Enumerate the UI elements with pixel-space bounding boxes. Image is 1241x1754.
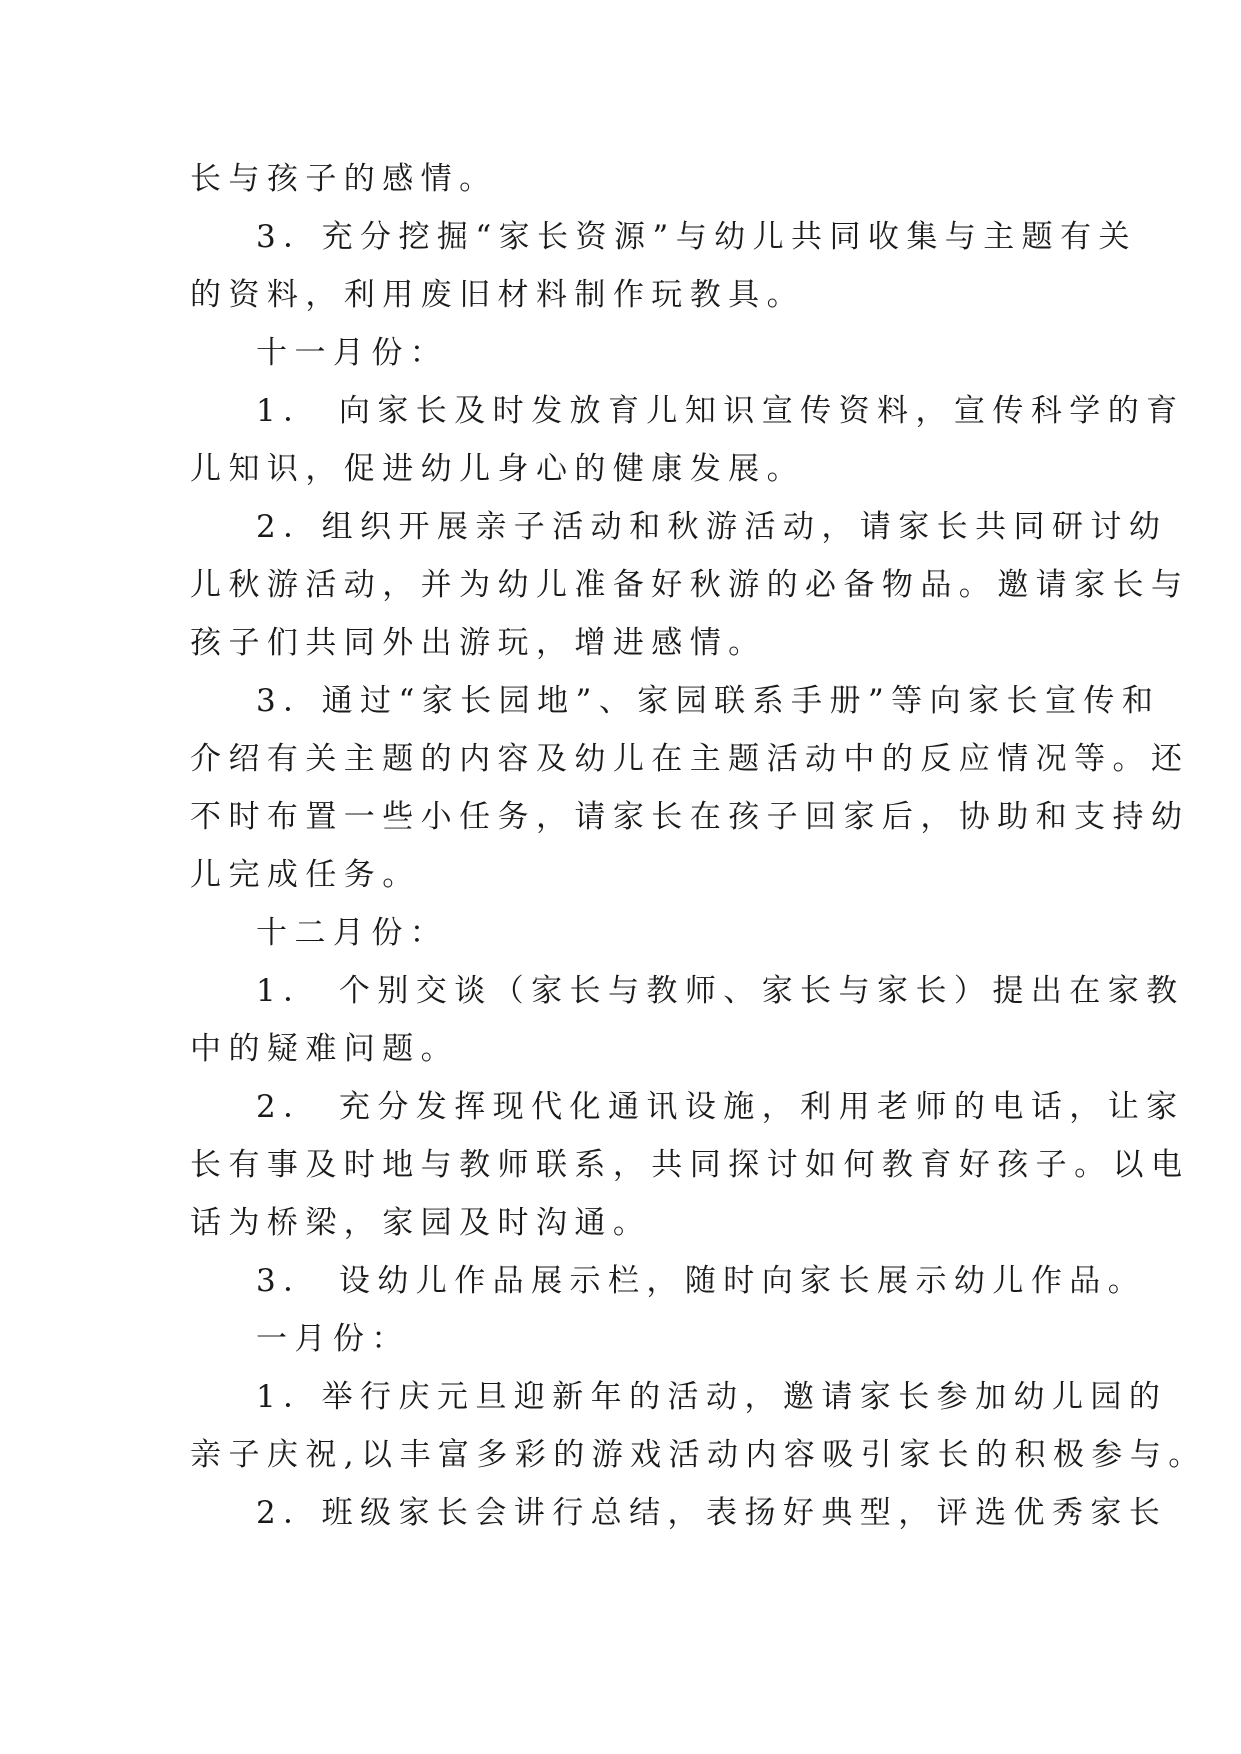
text-line: 不时布置一些小任务，请家长在孩子回家后，协助和支持幼 xyxy=(190,799,1190,835)
text-line: 中的疑难问题。 xyxy=(190,1031,460,1067)
text-line: 话为桥梁，家园及时沟通。 xyxy=(190,1205,652,1241)
text-line: 长有事及时地与教师联系，共同探讨如何教育好孩子。以电 xyxy=(190,1147,1190,1183)
text-line: 儿完成任务。 xyxy=(190,857,421,893)
text-line: 十二月份： xyxy=(256,915,449,951)
text-line: 一月份： xyxy=(256,1321,410,1357)
body-text xyxy=(190,150,1207,1542)
text-line: 十一月份： xyxy=(256,335,449,371)
text-line: 3．通过“家长园地”、家园联系手册”等向家长宣传和 xyxy=(256,683,1161,719)
text-line: 1．举行庆元旦迎新年的活动，邀请家长参加幼儿园的 xyxy=(256,1379,1168,1415)
text-line: 儿知识，促进幼儿身心的健康发展。 xyxy=(190,451,806,487)
text-line: 长与孩子的感情。 xyxy=(190,161,498,197)
text-line: 1． 向家长及时发放育儿知识宣传资料，宣传科学的育 xyxy=(256,393,1185,429)
text-line: 介绍有关主题的内容及幼儿在主题活动中的反应情况等。还 xyxy=(190,741,1190,777)
text-line: 2．组织开展亲子活动和秋游活动，请家长共同研讨幼 xyxy=(256,509,1168,545)
text-line: 1． 个别交谈（家长与教师、家长与家长）提出在家教 xyxy=(256,973,1185,1009)
text-line: 2． 充分发挥现代化通讯设施，利用老师的电话，让家 xyxy=(256,1089,1185,1125)
text-line: 的资料，利用废旧材料制作玩教具。 xyxy=(190,277,806,313)
text-line: 3．充分挖掘“家长资源”与幼儿共同收集与主题有关 xyxy=(256,219,1137,255)
text-line: 儿秋游活动，并为幼儿准备好秋游的必备物品。邀请家长与 xyxy=(190,567,1190,603)
text-line: 2．班级家长会讲行总结，表扬好典型，评选优秀家长 xyxy=(256,1495,1168,1531)
text-line: 亲子庆祝,以丰富多彩的游戏活动内容吸引家长的积极参与。 xyxy=(190,1437,1207,1473)
text-line: 孩子们共同外出游玩，增进感情。 xyxy=(190,625,767,661)
text-line: 3． 设幼儿作品展示栏，随时向家长展示幼儿作品。 xyxy=(256,1263,1147,1299)
